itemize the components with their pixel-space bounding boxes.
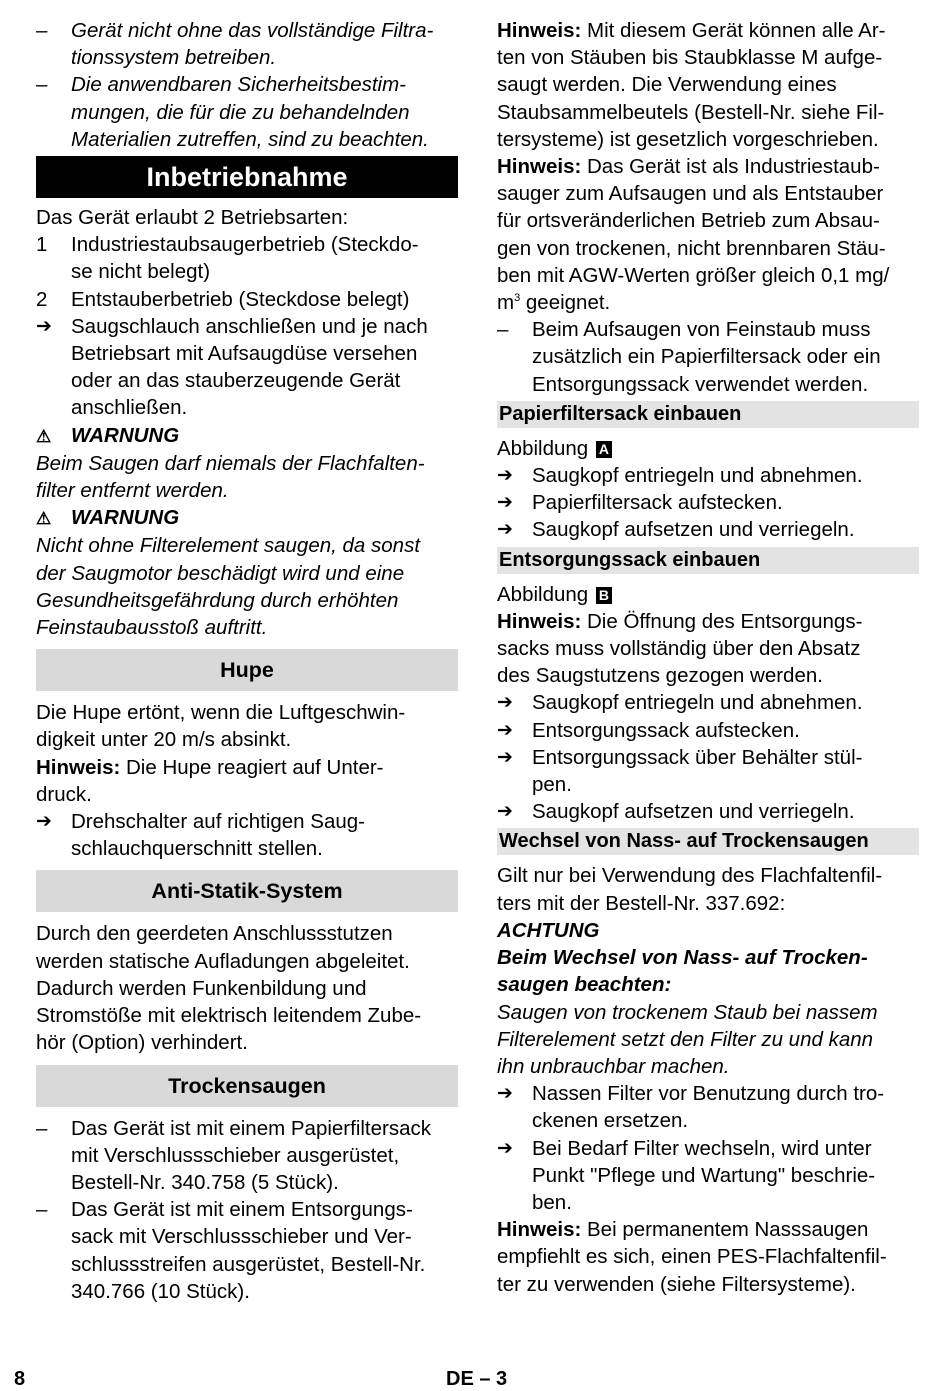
text-line: Entsorgungssack aufstecken. bbox=[532, 718, 800, 742]
warning-triangle-icon: ⚠ bbox=[36, 426, 52, 446]
text-line: Entsorgungssack über Behälter stül- bbox=[532, 745, 863, 769]
arrow-icon: ➔ bbox=[497, 465, 513, 487]
arrow-icon: ➔ bbox=[36, 315, 52, 337]
text-line: Saugschlauch anschließen und je nach bbox=[71, 314, 428, 338]
warning-heading: ⚠ WARNUNG bbox=[36, 504, 458, 532]
text-line: Industriestaubsaugerbetrieb (Steckdo- bbox=[71, 233, 419, 257]
list-item bbox=[36, 1115, 458, 1197]
page-code: DE – 3 bbox=[446, 1368, 508, 1390]
text-line: Saugkopf entriegeln und abnehmen. bbox=[532, 464, 863, 488]
note-paragraph: Hinweis: Die Öffnung des Entsorgungs- sacks muss vollständig über den Absatz des Saugstutzens gezogen werden. bbox=[497, 609, 863, 688]
warning-triangle-icon: ⚠ bbox=[36, 509, 52, 529]
arrow-icon: ➔ bbox=[497, 492, 513, 514]
text-line: mungen, die für die zu behandelnden bbox=[71, 100, 410, 124]
text-line: Das Gerät ist mit einem Entsorgungs- bbox=[71, 1198, 413, 1222]
list-item bbox=[36, 71, 458, 153]
step-item bbox=[36, 808, 458, 862]
paragraph: Gilt nur bei Verwendung des Flachfaltenfil- ters mit der Bestell-Nr. 337.692: bbox=[497, 864, 883, 915]
step-item bbox=[497, 1080, 919, 1134]
text-line: se nicht belegt) bbox=[71, 260, 211, 284]
left-column bbox=[36, 17, 458, 1305]
arrow-icon: ➔ bbox=[497, 746, 513, 768]
right-column bbox=[497, 17, 919, 1298]
list-item bbox=[497, 316, 919, 398]
list-item bbox=[36, 231, 458, 285]
text-line: schlussstreifen ausgerüstet, Bestell-Nr. bbox=[71, 1252, 426, 1276]
caution-title: Beim Wechsel von Nass- auf Trocken- saugen beachten: bbox=[497, 946, 868, 997]
subsection-heading-entsorgungssack: Entsorgungssack einbauen bbox=[497, 547, 919, 574]
text-line: sack mit Verschlussschieber und Ver- bbox=[71, 1225, 412, 1249]
step-item bbox=[497, 689, 919, 716]
arrow-icon: ➔ bbox=[497, 519, 513, 541]
dash-marker: – bbox=[36, 1116, 48, 1140]
text-line: Drehschalter auf richtigen Saug- bbox=[71, 810, 365, 834]
text-line: schlauchquerschnitt stellen. bbox=[71, 837, 323, 861]
text-line: Beim Aufsaugen von Feinstaub muss bbox=[532, 318, 871, 342]
dash-marker: – bbox=[497, 318, 509, 342]
note-paragraph: Hinweis: Mit diesem Gerät können alle Ar- ten von Stäuben bis Staubklasse M aufge- saugt werden. Die Verwendung eines Staubsammelbeutels (Bestell-Nr. siehe Fil- tersysteme) ist gesetzlich vorgeschrieben. bbox=[497, 19, 886, 151]
note-label: Hinweis: bbox=[497, 155, 582, 179]
step-item bbox=[497, 516, 919, 543]
caution-text: Saugen von trockenem Staub bei nassem Filterelement setzt den Filter zu und kann ihn unbrauchbar machen. bbox=[497, 1000, 878, 1078]
note-label: Hinweis: bbox=[497, 609, 582, 633]
note-label: Hinweis: bbox=[36, 755, 121, 779]
dash-marker: – bbox=[36, 73, 48, 97]
list-item bbox=[36, 17, 458, 71]
figure-a-badge: A bbox=[596, 441, 612, 458]
step-item bbox=[497, 717, 919, 744]
text-line: pen. bbox=[532, 773, 572, 797]
text-line: Die anwendbaren Sicherheitsbestim- bbox=[71, 73, 407, 97]
text-line: ckenen ersetzen. bbox=[532, 1109, 689, 1133]
subsection-heading-wechsel: Wechsel von Nass- auf Trockensaugen bbox=[497, 828, 919, 855]
note-paragraph: Hinweis: Das Gerät ist als Industriestaub- sauger zum Aufsaugen und als Entstauber für ortsveränderlichen Betrieb zum Absau- gen von trockenen, nicht brennbaren Stäu- ben mit AGW-Werten größer gleich 0,1 mg/ $m^3$ geeignet. bbox=[497, 155, 890, 315]
text-line: Das Gerät ist mit einem Papierfiltersack bbox=[71, 1116, 432, 1140]
superscript: 3 bbox=[514, 292, 521, 305]
section-heading-anti-statik: Anti-Statik-System bbox=[36, 870, 458, 912]
figure-reference: Abbildung A bbox=[497, 435, 919, 462]
figure-reference: Abbildung B bbox=[497, 581, 919, 608]
arrow-icon: ➔ bbox=[497, 719, 513, 741]
text-line: Bei Bedarf Filter wechseln, wird unter bbox=[532, 1136, 872, 1160]
paragraph: Die Hupe ertönt, wenn die Luftgeschwin- digkeit unter 20 m/s absinkt. bbox=[36, 701, 406, 752]
text-line: Materialien zutreffen, sind zu beachten. bbox=[71, 127, 429, 151]
page-number: 8 bbox=[14, 1368, 26, 1390]
list-item bbox=[36, 286, 458, 313]
warning-text: Nicht ohne Filterelement saugen, da sonst der Saugmotor beschädigt wird und eine Gesundheitsgefährdung durch erhöhten Feinstaubausstoß auftritt. bbox=[36, 534, 421, 640]
note-label: Hinweis: bbox=[497, 1218, 582, 1242]
list-item bbox=[36, 1196, 458, 1305]
text-line: Saugkopf entriegeln und abnehmen. bbox=[532, 691, 863, 715]
text-line: Gerät nicht ohne das vollständige Filtra- bbox=[71, 19, 434, 42]
text-line: Entstauberbetrieb (Steckdose belegt) bbox=[71, 287, 410, 311]
subsection-heading-papierfiltersack: Papierfiltersack einbauen bbox=[497, 401, 919, 428]
figure-b-badge: B bbox=[596, 587, 612, 604]
number-marker: 1 bbox=[36, 233, 48, 257]
warning-heading: ⚠ WARNUNG bbox=[36, 422, 458, 450]
step-item bbox=[497, 744, 919, 798]
note-label: Hinweis: bbox=[497, 19, 582, 42]
section-heading-trockensaugen: Trockensaugen bbox=[36, 1065, 458, 1107]
step-item bbox=[497, 1135, 919, 1217]
arrow-icon: ➔ bbox=[497, 1083, 513, 1105]
section-heading-hupe: Hupe bbox=[36, 649, 458, 691]
arrow-icon: ➔ bbox=[497, 692, 513, 714]
paragraph: Durch den geerdeten Anschlussstutzen werden statische Aufladungen abgeleitet. Dadurch werden Funkenbildung und Stromstöße mit elektrisch leitendem Zube- hör (Option) verhindert. bbox=[36, 922, 422, 1055]
text-line: Punkt "Pflege und Wartung" beschrie- bbox=[532, 1163, 876, 1187]
caution-label: ACHTUNG bbox=[497, 918, 600, 942]
step-item bbox=[497, 462, 919, 489]
text-line: ben. bbox=[532, 1190, 572, 1214]
text-line: Nassen Filter vor Benutzung durch tro- bbox=[532, 1082, 885, 1106]
text-line: Entsorgungssack verwendet werden. bbox=[532, 372, 869, 396]
text-line: Betriebsart mit Aufsaugdüse versehen bbox=[71, 342, 418, 366]
text-line: oder an das stauberzeugende Gerät bbox=[71, 369, 401, 393]
text-line: mit Verschlussschieber ausgerüstet, bbox=[71, 1143, 400, 1167]
dash-marker: – bbox=[36, 19, 48, 42]
text-line: Saugkopf aufsetzen und verriegeln. bbox=[532, 800, 855, 824]
text-line: tionssystem betreiben. bbox=[71, 46, 277, 70]
text-line: zusätzlich ein Papierfiltersack oder ein bbox=[532, 345, 881, 369]
warning-text: Beim Saugen darf niemals der Flachfalten- filter entfernt werden. bbox=[36, 451, 425, 503]
arrow-icon: ➔ bbox=[497, 1137, 513, 1159]
number-marker: 2 bbox=[36, 287, 48, 311]
arrow-icon: ➔ bbox=[497, 801, 513, 823]
text-line: Saugkopf aufsetzen und verriegeln. bbox=[532, 518, 855, 542]
note-paragraph: Hinweis: Die Hupe reagiert auf Unter- druck. bbox=[36, 755, 384, 806]
step-item bbox=[497, 798, 919, 825]
step-item bbox=[497, 489, 919, 516]
paragraph: Das Gerät erlaubt 2 Betriebsarten: bbox=[36, 206, 349, 230]
arrow-icon: ➔ bbox=[36, 811, 52, 833]
text-line: anschließen. bbox=[71, 396, 188, 420]
text-line: Papierfiltersack aufstecken. bbox=[532, 491, 783, 515]
note-paragraph: Hinweis: Bei permanentem Nasssaugen empfiehlt es sich, einen PES-Flachfaltenfil- ter zu verwenden (siehe Filtersysteme). bbox=[497, 1218, 887, 1296]
text-line: 340.766 (10 Stück). bbox=[71, 1279, 250, 1303]
step-item bbox=[36, 313, 458, 422]
dash-marker: – bbox=[36, 1198, 48, 1222]
text-line: Bestell-Nr. 340.758 (5 Stück). bbox=[71, 1170, 339, 1194]
section-heading-inbetriebnahme: Inbetriebnahme bbox=[36, 156, 458, 198]
